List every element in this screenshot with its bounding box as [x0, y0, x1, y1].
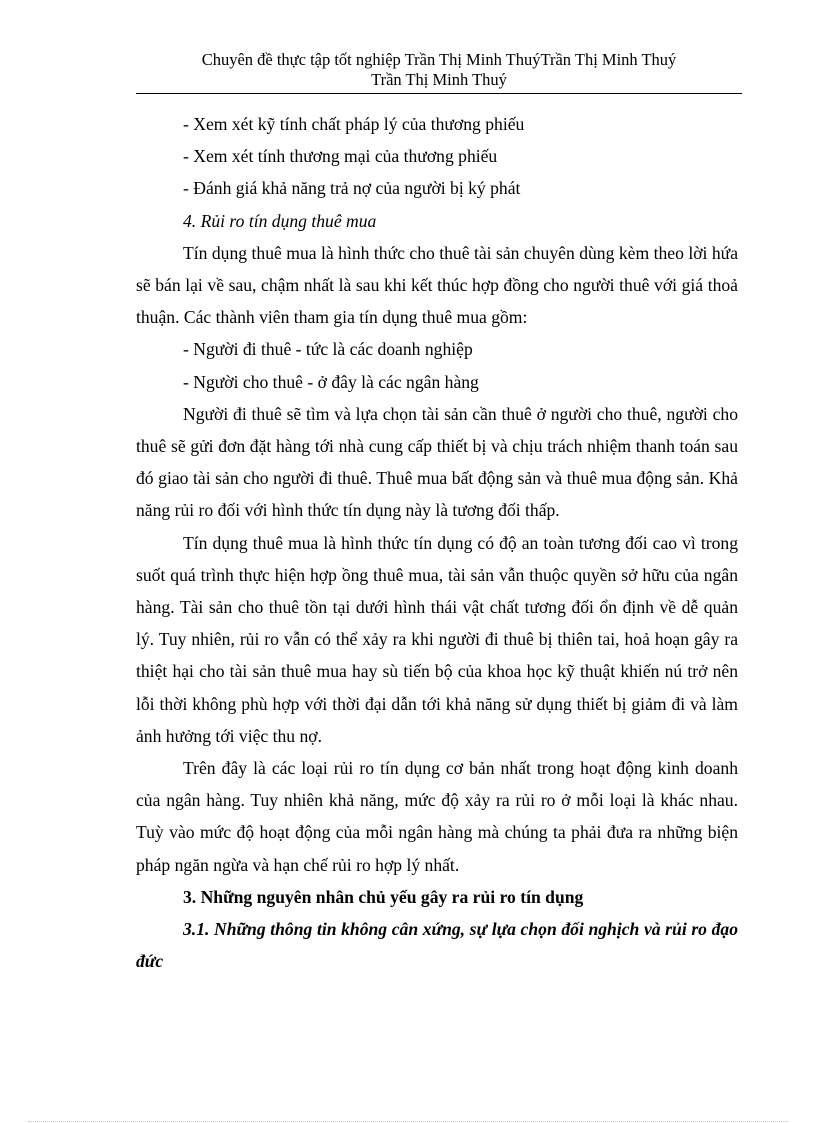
paragraph-summary: Trên đây là các loại rủi ro tín dụng cơ bản nhất trong hoạt động kinh doanh của ngân hàng. Tuy nhiên khả năng, mức độ xảy ra rủi ro ở mỗi loại là khác nhau. Tuỳ vào mức độ hoạt động của mỗi ngân hàng mà chúng ta phải đưa ra những biện pháp ngăn ngừa và hạn chế rủi ro hợp lý nhất.	[136, 758, 738, 875]
bullet-lessor: - Người cho thuê - ở đây là các ngân hàng	[183, 371, 479, 392]
bullet-commercial-nature: - Xem xét tính thương mại của thương phiếu	[183, 146, 498, 167]
paragraph-leasing-safety: Tín dụng thuê mua là hình thức tín dụng có độ an toàn tương đối cao vì trong suốt quá trình thực hiện hợp ồng thuê mua, tài sản vẫn thuộc quyền sở hữu của ngân hàng. Tài sản cho thuê tồn tại dưới hình thái vật chất tương đối ổn định về dễ quản lý. Tuy nhiên, rủi ro vẫn có thể xảy ra khi người đi thuê bị thiên tai, hoả hoạn gây ra thiệt hại cho tài sản thuê mua hay sù tiến bộ của khoa học kỹ thuật khiến nú trở nên lỗi thời không phù hợp với thời đại dẫn tới khả năng sử dụng thiết bị giảm đi và làm ảnh hưởng tới việc thu nợ.	[136, 532, 738, 746]
page-header	[136, 50, 742, 90]
document-body	[136, 108, 738, 977]
paragraph-leasing-process: Người đi thuê sẽ tìm và lựa chọn tài sản cần thuê ở người cho thuê, người cho thuê sẽ gửi đơn đặt hàng tới nhà cung cấp thiết bị và chịu trách nhiệm thanh toán sau đó giao tài sản cho người đi thuê. Thuê mua bất động sản và thuê mua động sản. Khả năng rủi ro đối với hình thức tín dụng này là tương đối thấp.	[136, 403, 738, 521]
page-bottom-border	[28, 1121, 788, 1122]
header-line-1: Chuyên đề thực tập tốt nghiệp Trần Thị Minh ThuýTrần Thị Minh Thuý	[201, 50, 677, 69]
header-line-2: Trần Thị Minh Thuý	[371, 70, 507, 89]
subheading-leasing-risk: 4. Rủi ro tín dụng thuê mua	[183, 210, 377, 231]
heading-asymmetric-information: 3.1. Những thông tin không cân xứng, sự lựa chọn đối nghịch và rủi ro đạo đức	[136, 919, 738, 972]
header-rule	[136, 93, 742, 94]
bullet-lessee: - Người đi thuê - tức là các doanh nghiệp	[183, 339, 473, 360]
bullet-repayment-ability: - Đánh giá khả năng trả nợ của người bị ký phát	[183, 178, 521, 199]
paragraph-leasing-definition: Tín dụng thuê mua là hình thức cho thuê tài sản chuyên dùng kèm theo lời hứa sẽ bán lại về sau, chậm nhất là sau khi kết thúc hợp đồng cho người thuê với giá thoả thuận. Các thành viên tham gia tín dụng thuê mua gồm:	[136, 242, 738, 328]
bullet-legal-nature: - Xem xét kỹ tính chất pháp lý của thương phiếu	[183, 114, 525, 134]
heading-main-causes: 3. Những nguyên nhân chủ yếu gây ra rủi ro tín dụng	[183, 886, 584, 907]
